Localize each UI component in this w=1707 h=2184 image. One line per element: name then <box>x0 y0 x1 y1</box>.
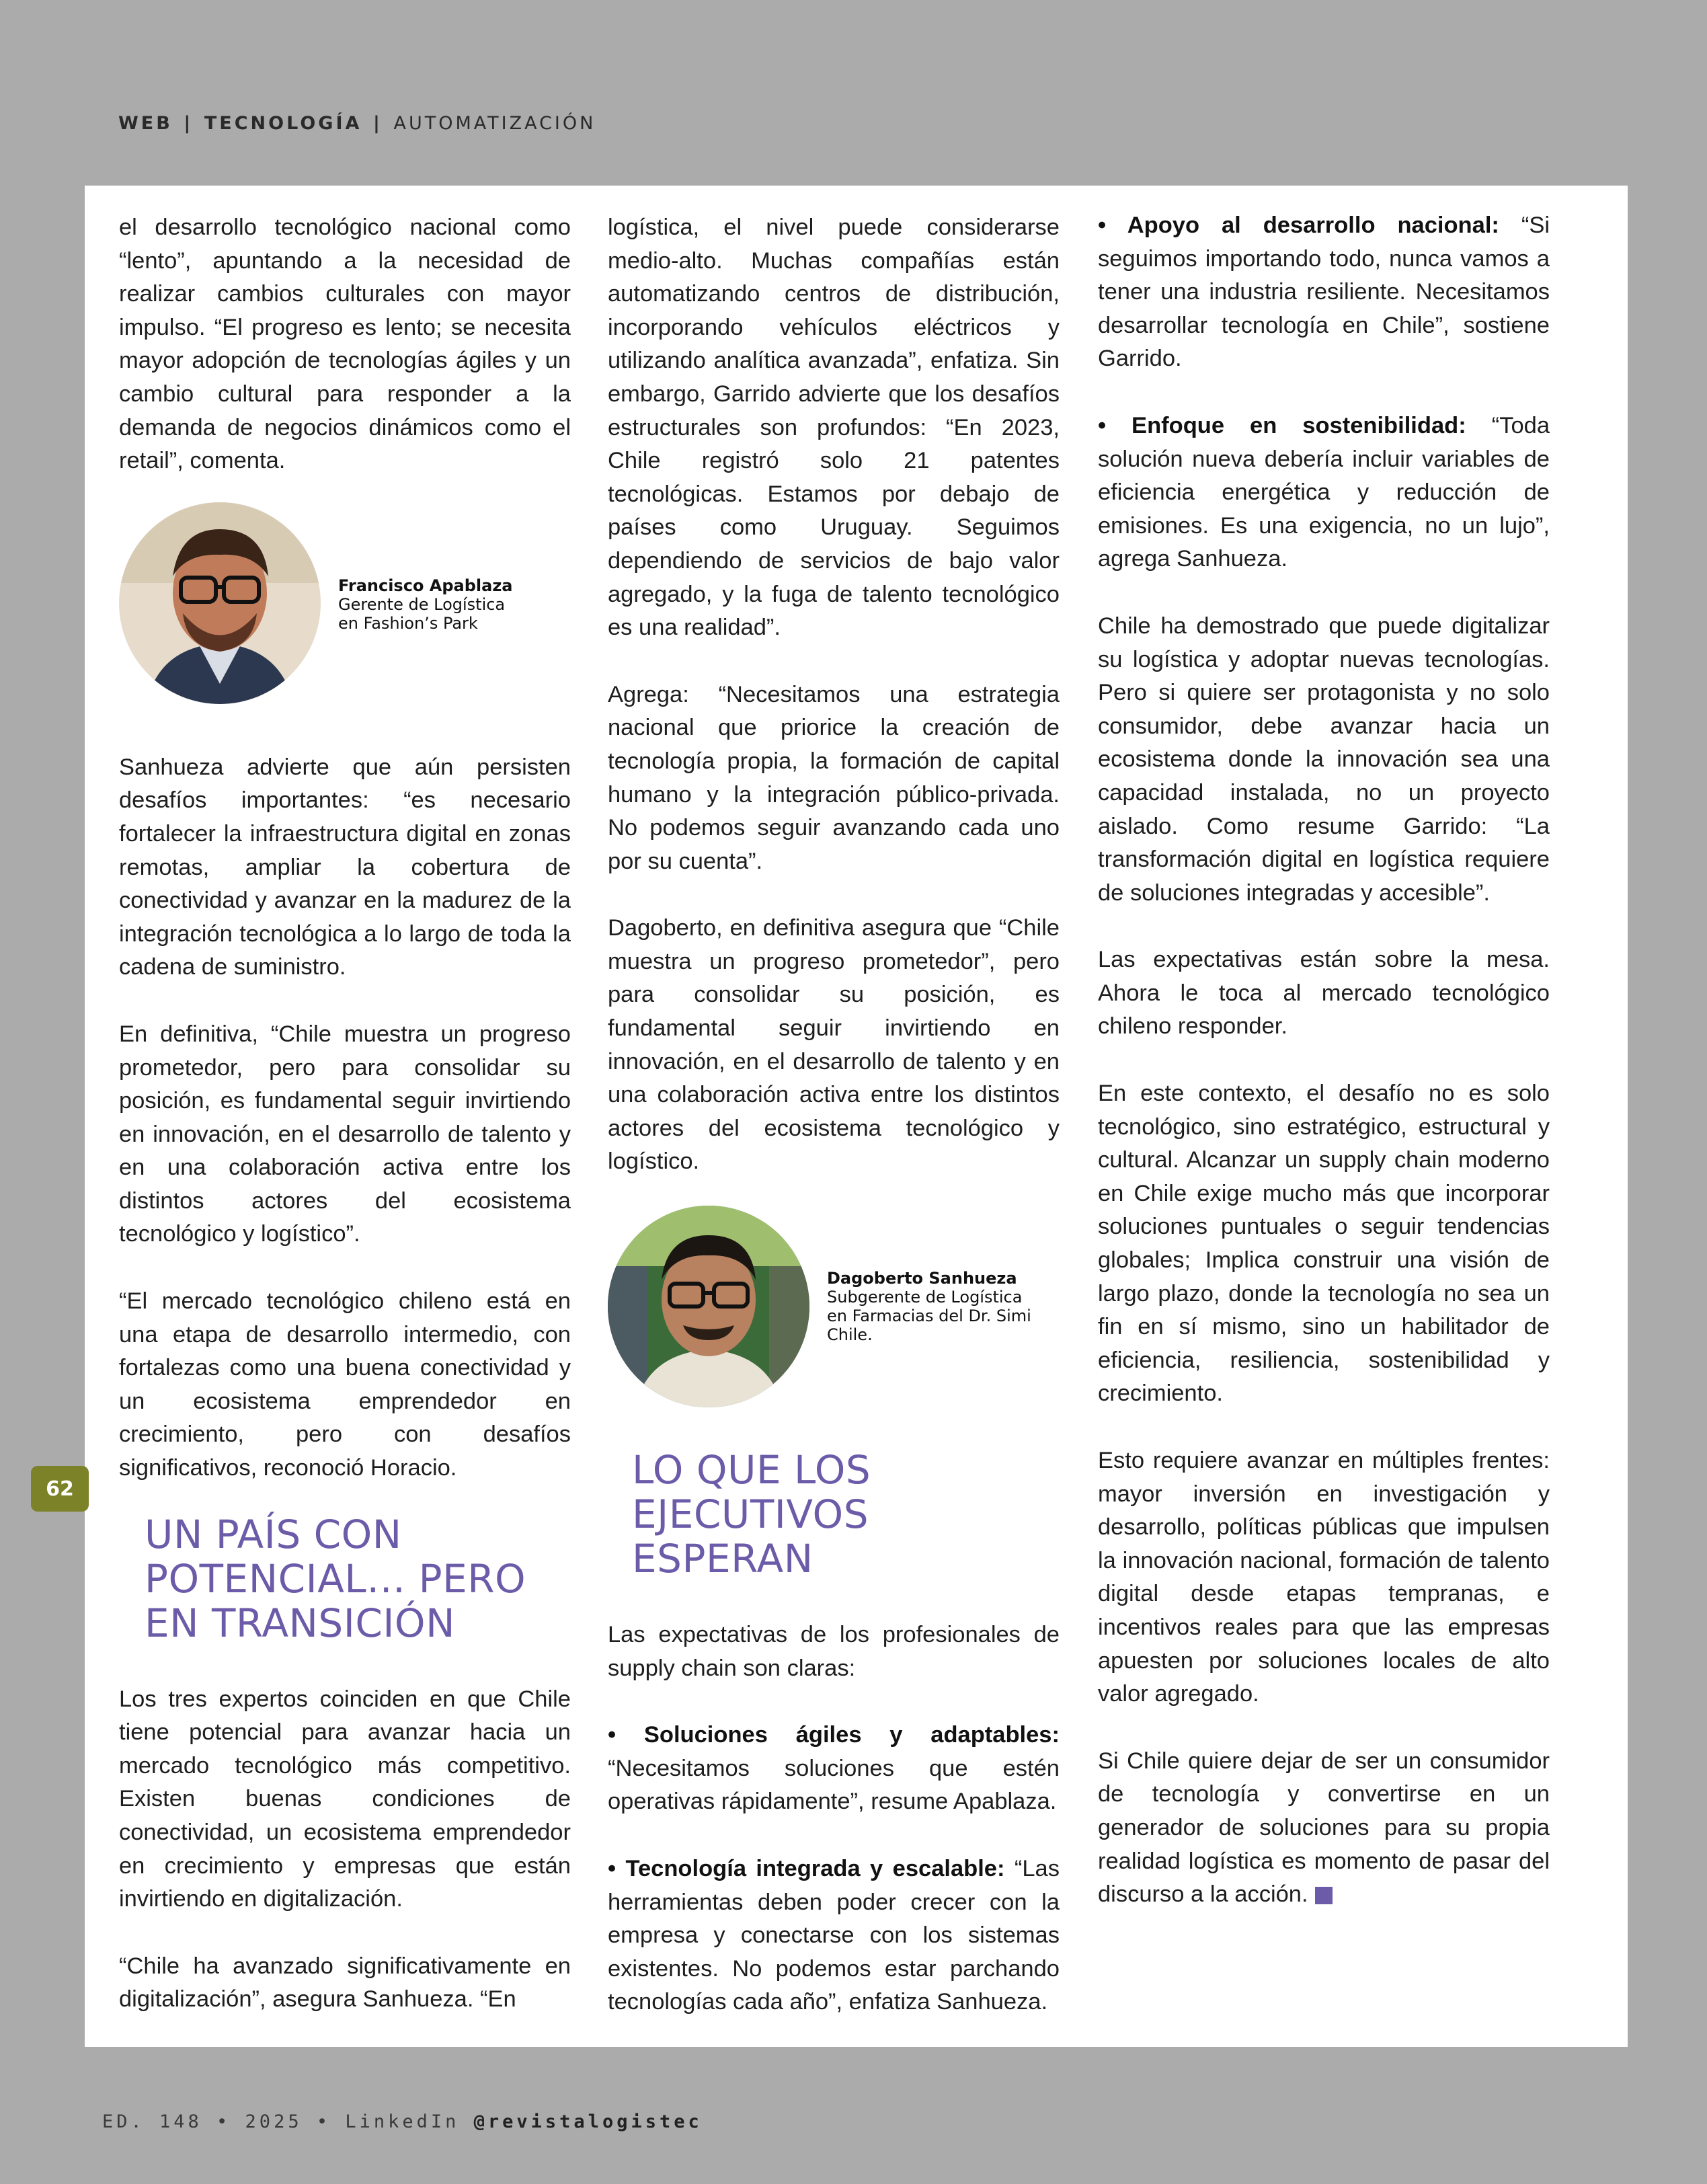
bullet-title: • Apoyo al desarrollo nacional: <box>1098 212 1499 238</box>
paragraph: Los tres expertos coinciden en que Chile tiene potencial para avanzar hacia un mercado tecnológico más competitivo. Existen buenas condiciones de conectividad, un ecosistema emprendedor en crecimiento y empresas que están invirtiendo en digitalización. <box>119 1686 571 1912</box>
bullet-title: • Enfoque en sostenibilidad: <box>1098 412 1466 438</box>
article-column-1 <box>119 211 571 2017</box>
portrait-caption <box>338 576 513 633</box>
bullet-paragraph <box>608 1719 1060 1819</box>
header-separator: | <box>184 113 194 134</box>
heading-line: POTENCIAL… PERO <box>145 1555 526 1602</box>
person-name: Dagoberto Sanhueza <box>827 1269 1017 1288</box>
person-company: Chile. <box>827 1325 873 1345</box>
section-heading <box>632 1448 1060 1581</box>
header-separator: | <box>373 113 383 134</box>
paragraph: Dagoberto, en definitiva asegura que “Chile muestra un progreso prometedor”, pero para consolidar su posición, es fundamental seguir invirtiendo en innovación, en el desarrollo de talento y en una colaboración activa entre los distintos actores del ecosistema tecnológico y logístico. <box>608 915 1060 1175</box>
article-column-2 <box>608 211 1060 2019</box>
paragraph: Las expectativas de los profesionales de supply chain son claras: <box>608 1622 1060 1681</box>
portrait-photo <box>608 1206 809 1407</box>
heading-line: UN PAÍS CON <box>145 1511 402 1557</box>
section-header <box>118 113 596 134</box>
bullet-text: “Las herramientas deben poder crecer con la empresa y conectarse con los sistemas existentes. No podemos estar parchando tecnologías cada año”, enfatiza Sanhueza. <box>608 1856 1060 2015</box>
paragraph: Agrega: “Necesitamos una estrategia nacional que priorice la creación de tecnología propia, la formación de capital humano y la integración público-privada. No podemos seguir avanzando cada uno por su cuenta”. <box>608 681 1060 874</box>
paragraph: Chile ha demostrado que puede digitalizar su logística y adoptar nuevas tecnologías. Pero si quiere ser protagonista y no solo consumidor, debe avanzar hacia un ecosistema donde la innovación sea una capacidad instalada, no un proyecto aislado. Como resume Garrido: “La transformación digital en logística requiere de soluciones integradas y accesible”. <box>1098 613 1550 906</box>
header-web: WEB <box>118 113 173 134</box>
person-name: Francisco Apablaza <box>338 576 513 595</box>
page-number-badge: 62 <box>31 1466 89 1512</box>
bullet-text: “Necesitamos soluciones que estén operativas rápidamente”, resume Apablaza. <box>608 1755 1060 1815</box>
portrait-photo <box>119 502 321 704</box>
section-heading <box>145 1512 571 1645</box>
bullet-title: • Tecnología integrada y escalable: <box>608 1856 1005 1881</box>
header-tecnologia: TECNOLOGÍA <box>204 113 362 134</box>
person-company: en Farmacias del Dr. Simi <box>827 1306 1031 1326</box>
footer-handle: @revistalogistec <box>473 2111 703 2132</box>
heading-line: EJECUTIVOS <box>632 1491 869 1538</box>
header-automatizacion: AUTOMATIZACIÓN <box>393 113 596 134</box>
end-mark-icon <box>1315 1887 1333 1904</box>
footer <box>102 2111 703 2132</box>
bullet-title: • Soluciones ágiles y adaptables: <box>608 1722 1060 1748</box>
paragraph: Esto requiere avanzar en múltiples frentes: mayor inversión en investigación y desarrollo, políticas públicas que impulsen la innovación nacional, formación de talento digital desde etapas tempranas, e incentivos reales para que las empresas apuesten por soluciones locales de alto valor agregado. <box>1098 1448 1550 1707</box>
heading-line: LO QUE LOS <box>632 1447 871 1493</box>
profile-francisco-apablaza <box>119 502 571 704</box>
article-column-3 <box>1098 209 1550 1912</box>
portrait-caption <box>827 1269 1031 1344</box>
bullet-paragraph <box>608 1852 1060 2019</box>
paragraph: logística, el nivel puede considerarse medio-alto. Muchas compañías están automatizando centros de distribución, incorporando vehículos eléctricos y utilizando analítica avanzada”, enfatiza. Sin embargo, Garrido advierte que los desafíos estructurales son profundos: “En 2023, Chile registró solo 21 patentes tecnológicas. Estamos por debajo de países como Uruguay. Seguimos dependiendo de servicios de bajo valor agregado, y la fuga de talento tecnológico es una realidad”. <box>608 214 1060 641</box>
paragraph: Sanhueza advierte que aún persisten desafíos importantes: “es necesario fortalecer la infraestructura digital en zonas remotas, ampliar la cobertura de conectividad y avanzar en la madurez de la integración tecnológica a lo largo de toda la cadena de suministro. <box>119 754 571 980</box>
paragraph: En este contexto, el desafío no es solo tecnológico, sino estratégico, estructural y cultural. Alcanzar un supply chain moderno en Chile exige mucho más que incorporar soluciones puntuales o seguir tendencias globales; Implica construir una visión de largo plazo, donde la tecnología no sea un fin en sí mismo, sino un habilitador de eficiencia, resiliencia, sostenibilidad y crecimiento. <box>1098 1081 1550 1407</box>
paragraph: Las expectativas están sobre la mesa. Ahora le toca al mercado tecnológico chileno responder. <box>1098 947 1550 1040</box>
paragraph <box>1098 1745 1550 1912</box>
bullet-text: “Toda solución nueva debería incluir variables de eficiencia energética y reducción de emisiones. Es una exigencia, no un lujo”, agrega Sanhueza. <box>1098 412 1550 572</box>
heading-line: EN TRANSICIÓN <box>145 1600 455 1646</box>
paragraph: “El mercado tecnológico chileno está en una etapa de desarrollo intermedio, con fortalezas como una buena conectividad y un ecosistema emprendedor en crecimiento, pero con desafíos significativos, reconoció Horacio. <box>119 1288 571 1481</box>
paragraph: En definitiva, “Chile muestra un progreso prometedor, pero para consolidar su posición, es fundamental seguir invirtiendo en innovación, en el desarrollo de talento y en una colaboración activa entre los distintos actores del ecosistema tecnológico y logístico”. <box>119 1021 571 1247</box>
article-panel <box>85 186 1628 2047</box>
person-role: Gerente de Logística <box>338 594 506 614</box>
profile-dagoberto-sanhueza <box>608 1206 1060 1407</box>
paragraph: “Chile ha avanzado significativamente en digitalización”, asegura Sanhueza. “En <box>119 1953 571 2013</box>
bullet-paragraph <box>1098 410 1550 576</box>
bullet-text: “Si seguimos importando todo, nunca vamos a tener una industria resiliente. Necesitamos desarrollar tecnología en Chile”, sostiene Garrido. <box>1098 212 1550 372</box>
paragraph: el desarrollo tecnológico nacional como “lento”, apuntando a la necesidad de realizar cambios culturales con mayor impulso. “El progreso es lento; se necesita mayor adopción de tecnologías ágiles y un cambio cultural para responder a la demanda de negocios dinámicos como el retail”, comenta. <box>119 214 571 474</box>
person-role: Subgerente de Logística <box>827 1288 1023 1307</box>
bullet-paragraph <box>1098 209 1550 376</box>
closing-text: Si Chile quiere dejar de ser un consumidor de tecnología y convertirse en un generador de soluciones para su propia realidad logística es momento de pasar del discurso a la acción. <box>1098 1748 1550 1908</box>
footer-edition: ED. 148 • 2025 • LinkedIn <box>102 2111 474 2132</box>
person-company: en Fashion’s Park <box>338 613 478 633</box>
heading-line: ESPERAN <box>632 1536 813 1582</box>
